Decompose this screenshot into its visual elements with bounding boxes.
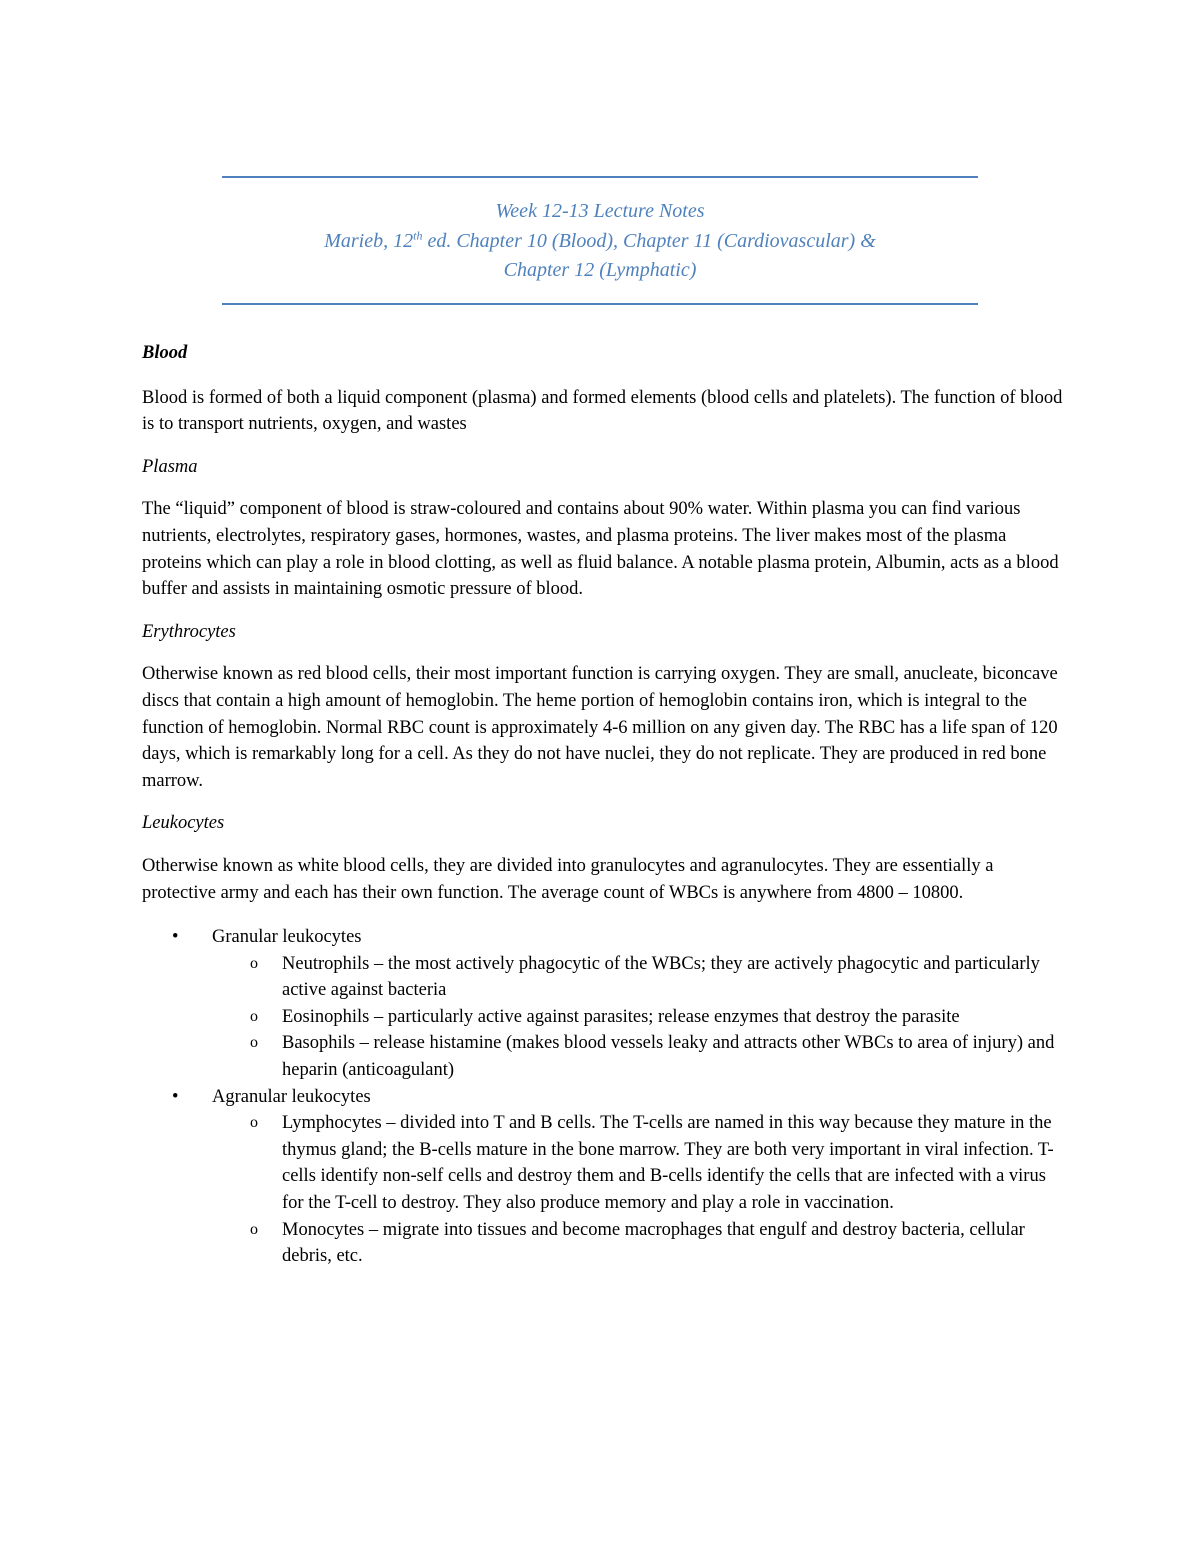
- list-item-neutrophils: [212, 951, 1064, 1004]
- subheading-leukocytes: Leukocytes: [142, 813, 225, 834]
- paragraph-leukocytes: Otherwise known as white blood cells, they are divided into granulocytes and agranulocytes. They are essentially a protective army and each has their own function. The average count of WBCs is anywhere from 4800 – 10800.: [142, 855, 994, 903]
- list-item-text: Basophils – release histamine (makes blood vessels leaky and attracts other WBCs to area of injury) and heparin (anticoagulant): [282, 1033, 1055, 1081]
- list-item-agranular: [142, 1084, 1064, 1270]
- sub-bullet-icon: o: [250, 1114, 258, 1132]
- list-item-eosinophils: [212, 1004, 1064, 1031]
- section-heading-blood: Blood: [142, 343, 188, 363]
- agranular-sublist: [212, 1110, 1064, 1270]
- title-textbook-chapters: ed. Chapter 10 (Blood), Chapter 11 (Cardiovascular) &: [422, 229, 876, 252]
- list-item-text: Neutrophils – the most actively phagocytic of the WBCs; they are actively phagocytic and particularly active against bacteria: [282, 953, 1040, 1001]
- title-line-chapter12: Chapter 12 (Lymphatic): [503, 259, 697, 281]
- granular-sublist: [212, 951, 1064, 1084]
- list-item-text: Monocytes – migrate into tissues and become macrophages that engulf and destroy bacteria, cellular debris, etc.: [282, 1219, 1025, 1267]
- subheading-plasma: Plasma: [142, 456, 198, 477]
- document-title: [222, 197, 978, 286]
- subheading-erythrocytes: Erythrocytes: [142, 621, 236, 642]
- title-line-week: Week 12-13 Lecture Notes: [495, 200, 705, 222]
- list-item-text: Eosinophils – particularly active against parasites; release enzymes that destroy the parasite: [282, 1006, 960, 1027]
- paragraph-plasma: The “liquid” component of blood is straw-coloured and contains about 90% water. Within plasma you can find various nutrients, electrolytes, respiratory gases, hormones, wastes, and plasma proteins. The liver makes most of the plasma proteins which can play a role in blood clotting, as well as fluid balance. A notable plasma protein, Albumin, acts as a blood buffer and assists in maintaining osmotic pressure of blood.: [142, 499, 1059, 600]
- list-item-lymphocytes: [212, 1110, 1064, 1216]
- paragraph-blood: Blood is formed of both a liquid component (plasma) and formed elements (blood cells and platelets). The function of blood is to transport nutrients, oxygen, and wastes: [142, 387, 1063, 435]
- sub-bullet-icon: o: [250, 1034, 258, 1052]
- title-line-textbook: [222, 227, 978, 257]
- title-edition-superscript: th: [413, 227, 423, 242]
- sub-bullet-icon: o: [250, 1220, 258, 1238]
- sub-bullet-icon: o: [250, 954, 258, 972]
- header-top-rule: [222, 176, 978, 178]
- leukocyte-type-list: [142, 924, 1064, 1270]
- list-item-label: Agranular leukocytes: [212, 1086, 371, 1107]
- list-item-basophils: [212, 1030, 1064, 1083]
- list-item-granular: [142, 924, 1064, 1084]
- document-body: [142, 340, 1064, 1270]
- list-item-monocytes: [212, 1217, 1064, 1270]
- title-textbook-prefix: Marieb, 12: [324, 229, 414, 252]
- paragraph-erythrocytes: Otherwise known as red blood cells, their most important function is carrying oxygen. They are small, anucleate, biconcave discs that contain a high amount of hemoglobin. The heme portion of hemoglobin contains iron, which is integral to the function of hemoglobin. Normal RBC count is approximately 4-6 million on any given day. The RBC has a life span of 120 days, which is remarkably long for a cell. As they do not have nuclei, they do not replicate. They are produced in red bone marrow.: [142, 664, 1058, 791]
- sub-bullet-icon: o: [250, 1007, 258, 1025]
- bullet-icon: •: [172, 1086, 179, 1107]
- list-item-label: Granular leukocytes: [212, 927, 362, 948]
- bullet-icon: •: [172, 927, 179, 948]
- list-item-text: Lymphocytes – divided into T and B cells. The T-cells are named in this way because they mature in the thymus gland; the B-cells mature in the bone marrow. They are both very important in viral infection. T-cells identify non-self cells and destroy them and B-cells identify the cells that are infected with a virus for the T-cell to destroy. They also produce memory and play a role in vaccination.: [282, 1113, 1054, 1214]
- header-bottom-rule: [222, 303, 978, 305]
